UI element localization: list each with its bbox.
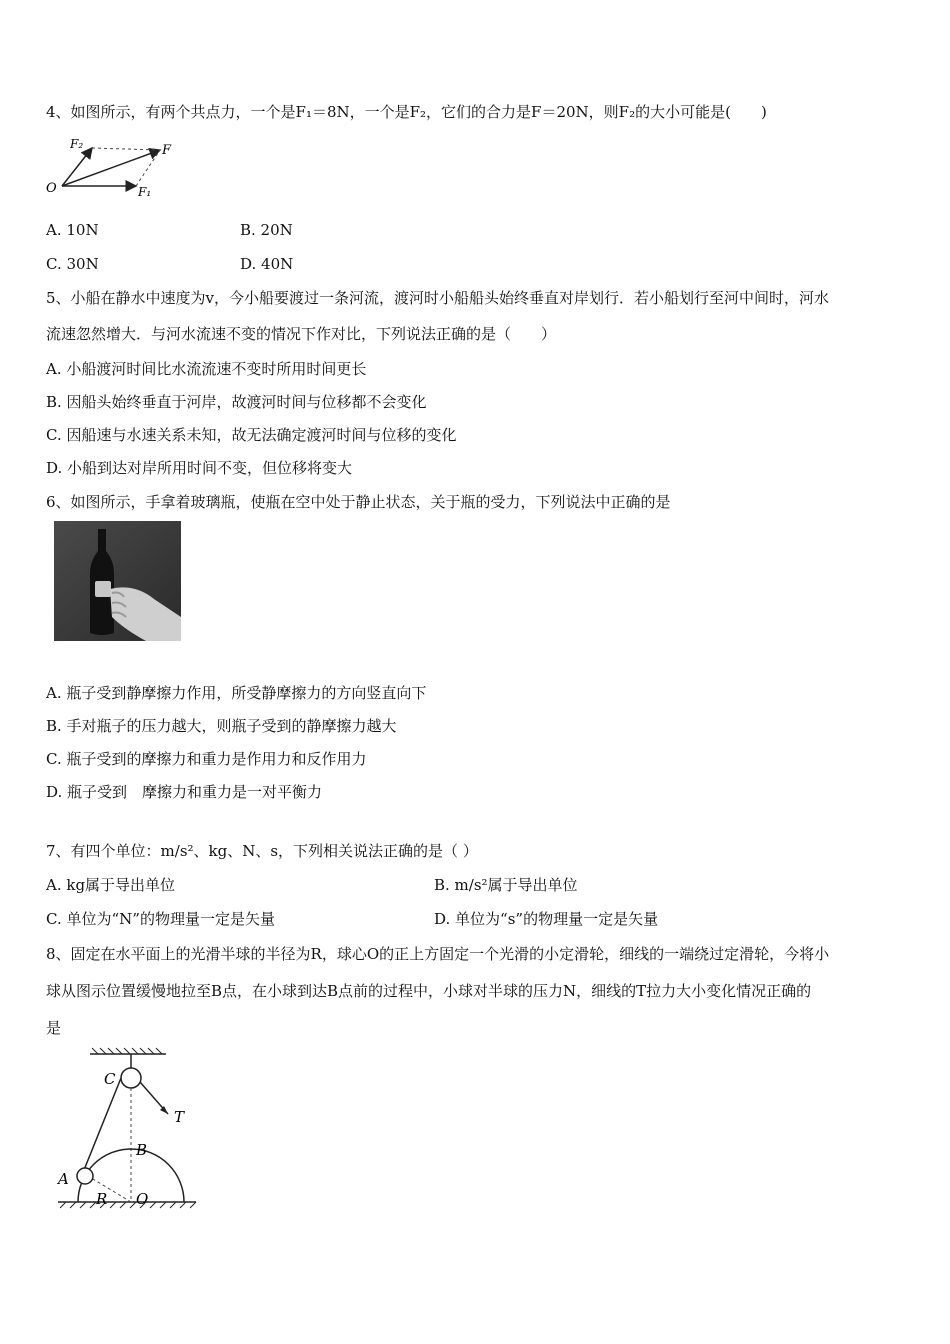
question-8-line-1: 8、固定在水平面上的光滑半球的半径为R，球心O的正上方固定一个光滑的小定滑轮，细线的一端绕过定滑轮，今将小 [46, 945, 830, 963]
label-c: C [104, 1070, 116, 1088]
q7-option-a: A. kg属于导出单位 [46, 876, 176, 894]
q7-option-d: D. 单位为“s”的物理量一定是矢量 [434, 910, 659, 928]
pulley [121, 1068, 141, 1088]
bottle-label [95, 581, 111, 597]
q5-option-b: B. 因船头始终垂直于河岸，故渡河时间与位移都不会变化 [46, 393, 427, 411]
label-o: O [46, 181, 57, 196]
q4-option-c: C. 30N [46, 255, 99, 273]
question-4-text: 4、如图所示，有两个共点力，一个是F₁＝8N，一个是F₂，它们的合力是F＝20N，则F₂的大小可能是( ) [46, 103, 767, 121]
ball [77, 1168, 93, 1184]
q6-option-a: A. 瓶子受到静摩擦力作用，所受静摩擦力的方向竖直向下 [46, 684, 427, 702]
label-b: B [136, 1141, 148, 1159]
q6-option-d: D. 瓶子受到 摩擦力和重力是一对平衡力 [46, 783, 323, 801]
rope [84, 1078, 121, 1170]
q5-option-d: D. 小船到达对岸所用时间不变，但位移将变大 [46, 459, 353, 477]
label-t: T [174, 1108, 185, 1126]
label-r: R [96, 1190, 108, 1208]
q4-option-b: B. 20N [240, 221, 293, 239]
dashed-side-right [136, 150, 160, 186]
label-a: A [58, 1170, 69, 1188]
bottle-photo [54, 521, 181, 641]
q5-option-c: C. 因船速与水速关系未知，故无法确定渡河时间与位移的变化 [46, 426, 457, 444]
label-f2: F₂ [70, 137, 84, 151]
q7-option-b: B. m/s²属于导出单位 [434, 876, 578, 894]
label-f1: F₁ [138, 185, 152, 199]
q4-option-d: D. 40N [240, 255, 294, 273]
label-f: F [162, 143, 172, 158]
question-8-line-3: 是 [46, 1019, 62, 1037]
dashed-side-top [92, 148, 160, 150]
q7-option-c: C. 单位为“N”的物理量一定是矢量 [46, 910, 275, 928]
question-8-line-2: 球从图示位置缓慢地拉至B点，在小球到达B点前的过程中，小球对半球的压力N，细线的T拉力大小变化情况正确的 [46, 982, 812, 1000]
q5-option-a: A. 小船渡河时间比水流流速不变时所用时间更长 [46, 360, 367, 378]
force-parallelogram-figure [44, 134, 184, 204]
q6-option-c: C. 瓶子受到的摩擦力和重力是作用力和反作用力 [46, 750, 367, 768]
question-6-text: 6、如图所示，手拿着玻璃瓶，使瓶在空中处于静止状态，关于瓶的受力，下列说法中正确的是 [46, 493, 671, 511]
question-5-line-1: 5、小船在静水中速度为v，今小船要渡过一条河流，渡河时小船船头始终垂直对岸划行．若小船划行至河中间时，河水 [46, 289, 830, 307]
q6-option-b: B. 手对瓶子的压力越大，则瓶子受到的静摩擦力越大 [46, 717, 397, 735]
question-7-text: 7、有四个单位：m/s²、kg、N、s，下列相关说法正确的是（ ） [46, 842, 478, 860]
q4-option-a: A. 10N [46, 221, 99, 239]
hemisphere-pulley-figure [52, 1044, 202, 1220]
label-o: O [136, 1190, 149, 1208]
question-5-line-2: 流速忽然增大．与河水流速不变的情况下作对比，下列说法正确的是（ ） [46, 325, 557, 343]
